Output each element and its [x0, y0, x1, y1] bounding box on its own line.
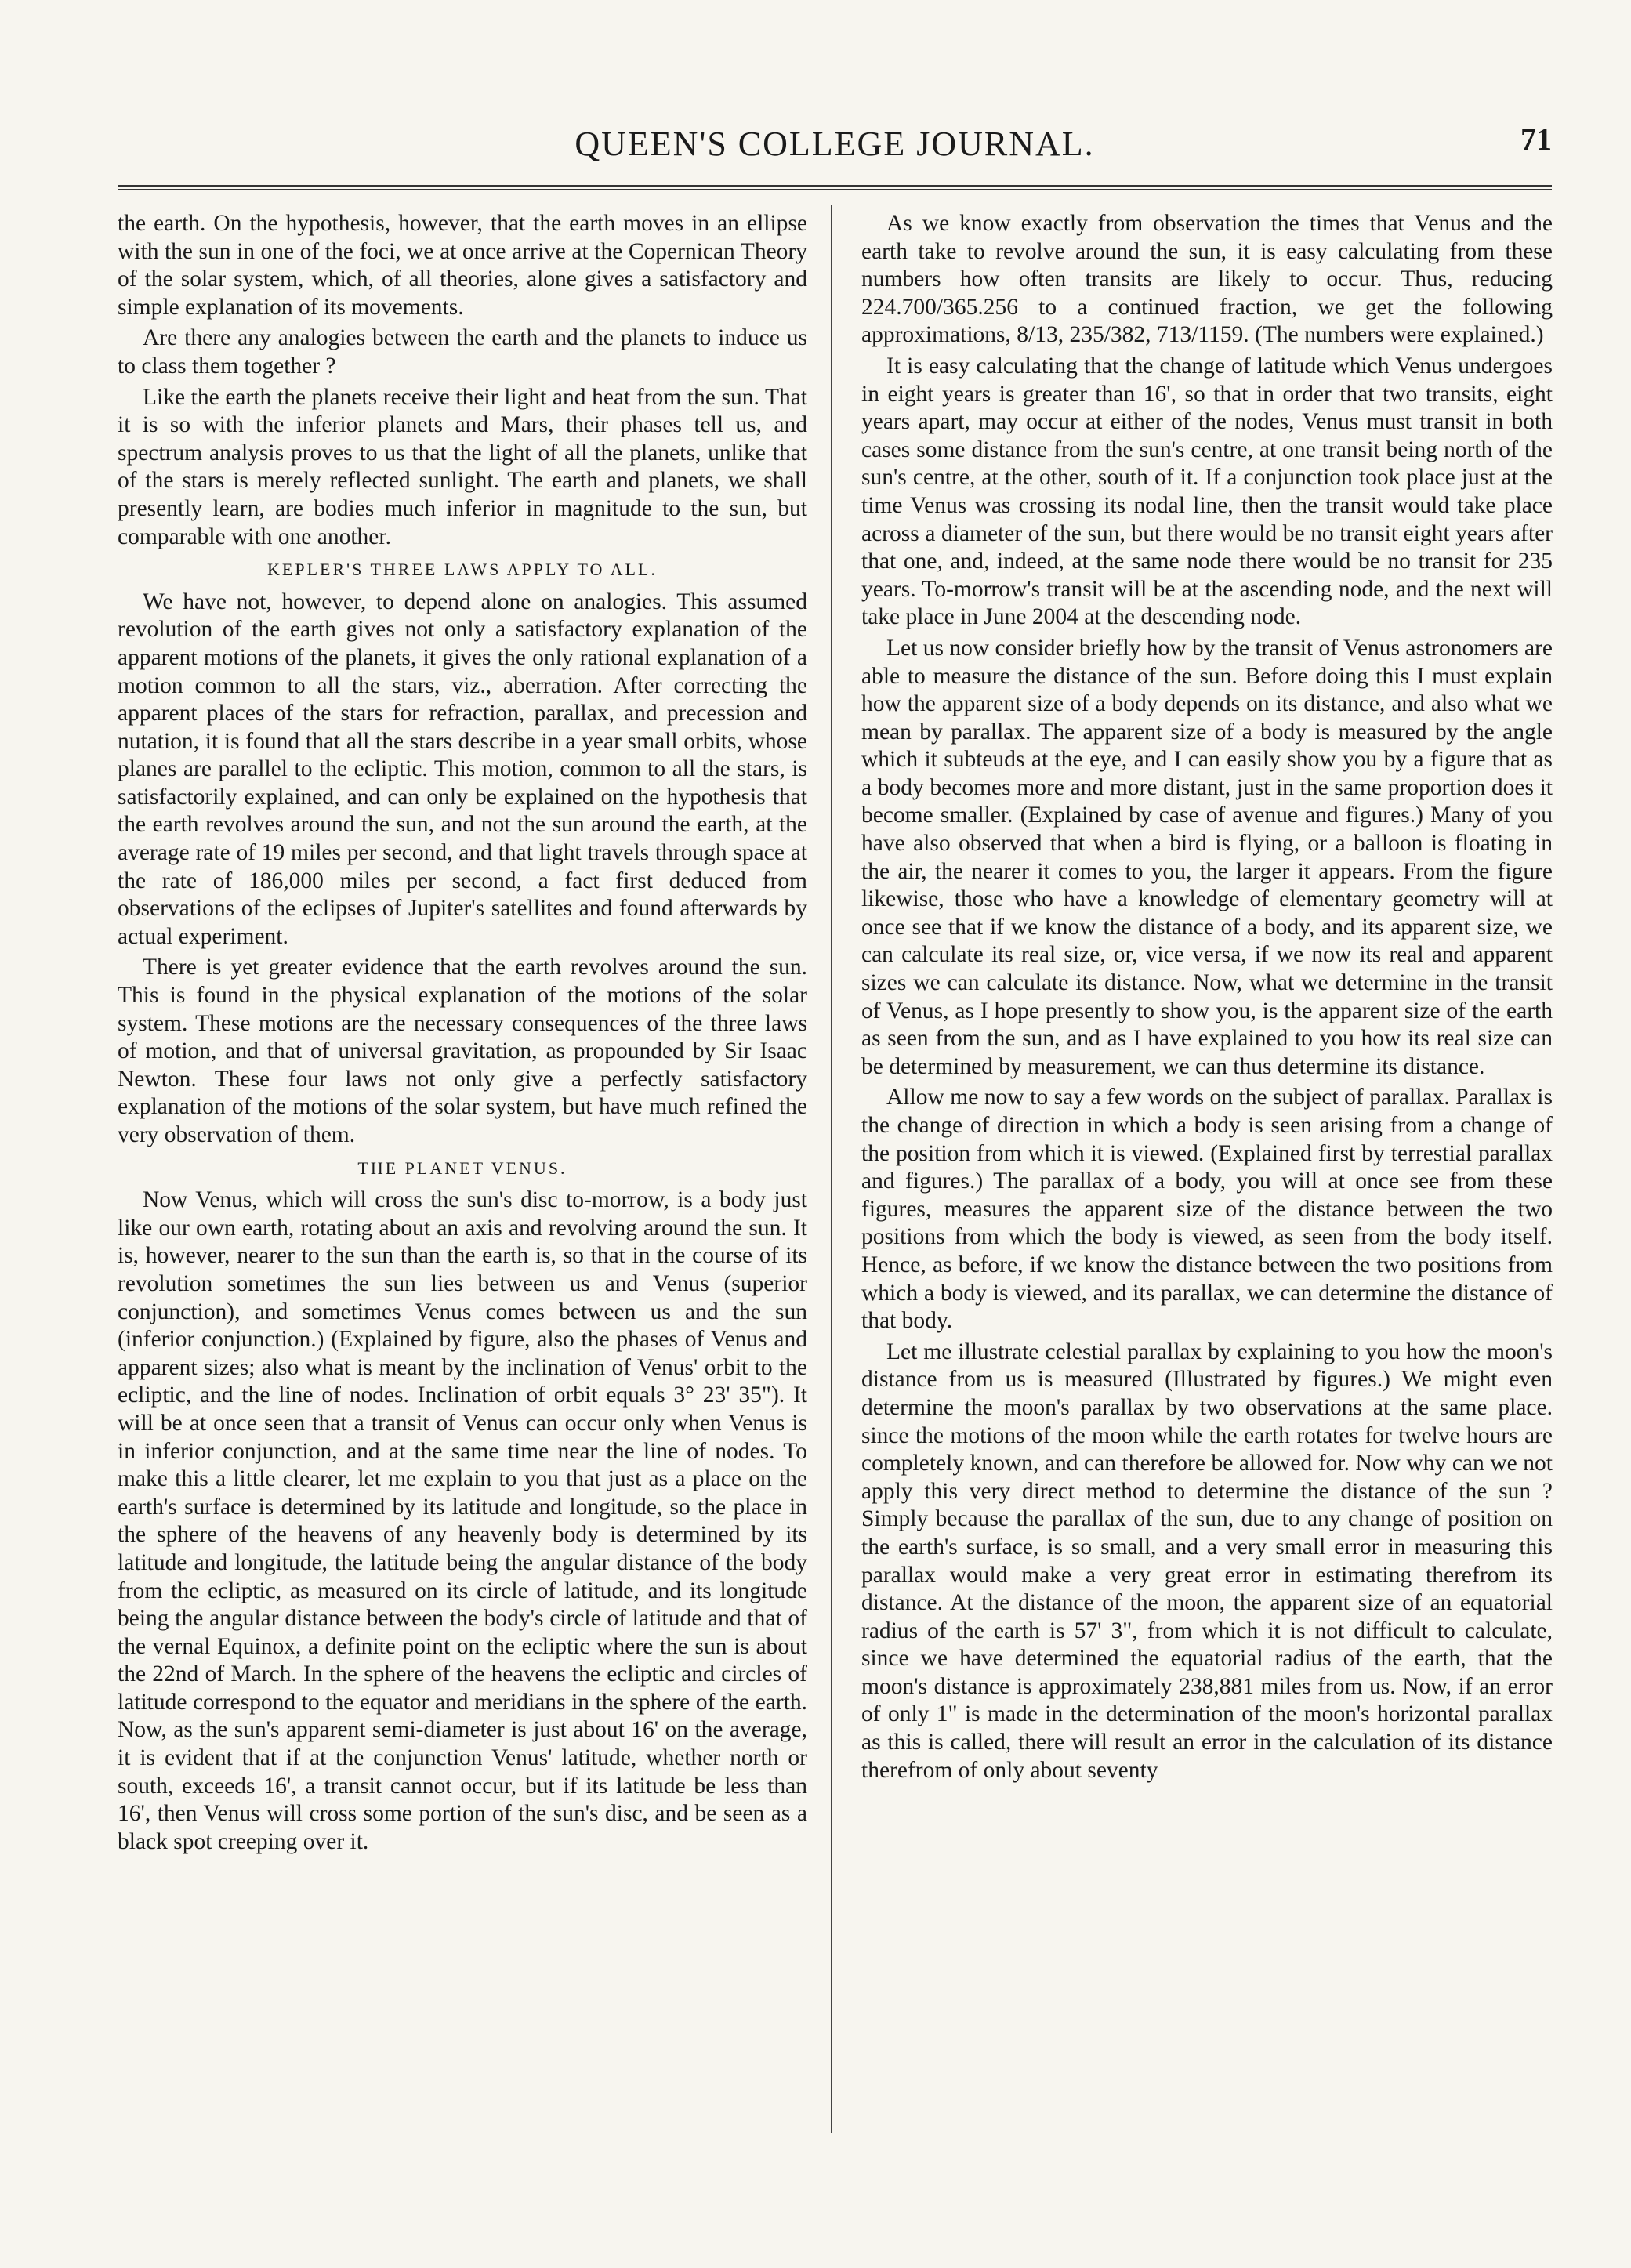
paragraph: It is easy calculating that the change of latitude which Venus undergoes in eight years is greater than 16', so that in order that two transits, eight years apart, may occur at either of the nodes, Venus must transit in both cases some distance from the sun's centre, at one transit being north of the sun's centre, at the other, south of it. If a conjunction took place just at the time Venus was crossing its nodal line, then the transit would take place across a diameter of the sun, but there would be no transit eight years after that one, and, indeed, at the same node there would be no transit for 235 years. To-morrow's transit will be at the ascending node, and the next will take place in June 2004 at the descending node.: [861, 353, 1553, 630]
section-heading: THE PLANET VENUS.: [357, 1158, 567, 1178]
paragraph: Are there any analogies between the earth and the planets to induce us to class them together ?: [118, 325, 807, 379]
page-number: 71: [1520, 121, 1552, 157]
section-heading: KEPLER'S THREE LAWS APPLY TO ALL.: [267, 560, 658, 580]
paragraph: Like the earth the planets receive their light and heat from the sun. That it is so with the inferior planets and Mars, their phases tell us, and spectrum analysis proves to us that the light of all the planets, unlike that of the stars is merely reflected sunlight. The earth and planets, we shall presently learn, are bodies much inferior in magnitude to the sun, but comparable with one another.: [118, 384, 807, 549]
paragraph: Let us now consider briefly how by the transit of Venus astronomers are able to measure the distance of the sun. Before doing this I must explain how the apparent size of a body depends on its distance, and also what we mean by parallax. The apparent size of a body is measured by the angle which it subteuds at the eye, and I can easily show you by a figure that as a body becomes more and more distant, just in the same proportion does it become smaller. (Explained by case of avenue and figures.) Many of you have also observed that when a bird is flying, or a balloon is floating in the air, the nearer it comes to you, the larger it appears. From the figure likewise, those who have a knowledge of elementary geometry will at once see that if we know the distance of a body, and its apparent size, we can calculate its real size, or, vice versa, if we now its real and apparent sizes we can calculate its distance. Now, what we determine in the transit of Venus, as I hope presently to show you, is the apparent size of the earth as seen from the sun, and as I have explained to you how its real size can be determined by measurement, we can thus determine its distance.: [861, 635, 1553, 1079]
paragraph: We have not, however, to depend alone on analogies. This assumed revolution of the earth gives not only a satisfactory explanation of the apparent motions of the planets, it gives the only rational explanation of a motion common to all the stars, viz., aberration. After correcting the apparent places of the stars for refraction, parallax, and precession and nutation, it is found that all the stars describe in a year small orbits, whose planes are parallel to the ecliptic. This motion, common to all the stars, is satisfactorily explained, and can only be explained on the hypothesis that the earth revolves around the sun, and not the sun around the earth, at the average rate of 19 miles per second, and that light travels through space at the rate of 186,000 miles per second, a fact first deduced from observations of the eclipses of Jupiter's satellites and found afterwards by actual experiment.: [118, 589, 807, 949]
paragraph: the earth. On the hypothesis, however, that the earth moves in an ellipse with the sun in one of the foci, we at once arrive at the Copernican Theory of the solar system, which, of all theories, alone gives a satisfactory and simple explanation of its movements.: [118, 211, 807, 320]
journal-title: QUEEN'S COLLEGE JOURNAL.: [574, 125, 1095, 163]
paragraph: Let me illustrate celestial parallax by explaining to you how the moon's distance from us is measured (Illustrated by figures.) We might even determine the moon's parallax by two observations at the same place. since the motions of the moon while the earth rotates for twelve hours are completely known, and can therefore be allowed for. Now why can we not apply this very direct method to determine the distance of the sun ? Simply because the parallax of the sun, due to any change of position on the earth's surface, is so small, and a very small error in measuring this parallax would make a very great error in estimating therefrom its distance. At the distance of the moon, the apparent size of an equatorial radius of the earth is 57' 3", from which it is not difficult to calculate, since we have determined the equatorial radius of the earth, that the moon's distance is approximately 238,881 miles from us. Now, if an error of only 1" is made in the determination of the moon's horizontal parallax as this is called, there will result an error in the calculation of its distance therefrom of only about seventy: [861, 1339, 1553, 1783]
header-rule: [118, 185, 1552, 190]
paragraph: As we know exactly from observation the times that Venus and the earth take to revolve around the sun, it is easy calculating from these numbers how often transits are likely to occur. Thus, reducing 224.700/365.256 to a continued fraction, we get the following approximations, 8/13, 235/382, 713/1159. (The numbers were explained.): [861, 211, 1553, 348]
right-column: [861, 210, 1553, 1788]
paragraph: Allow me now to say a few words on the subject of parallax. Parallax is the change of direction in which a body is seen arising from a change of the position from which it is viewed. (Explained first by terrestial parallax and figures.) The parallax of a body, you will at once see from these figures, measures the apparent size of the distance between the two positions from which the body is viewed, as seen from the body itself. Hence, as before, if we know the distance between the two positions from which a body is viewed, and its parallax, we can determine the distance of that body.: [861, 1085, 1553, 1334]
paragraph: There is yet greater evidence that the earth revolves around the sun. This is found in the physical explanation of the motions of the solar system. These motions are the necessary consequences of the three laws of motion, and that of universal gravitation, as propounded by Sir Isaac Newton. These four laws not only give a perfectly satisfactory explanation of the motions of the solar system, but have much refined the very observation of them.: [118, 955, 807, 1147]
column-divider: [831, 205, 832, 2133]
paragraph: Now Venus, which will cross the sun's disc to-morrow, is a body just like our own earth, rotating about an axis and revolving around the sun. It is, however, nearer to the sun than the earth is, so that in the course of its revolution sometimes the sun lies between us and Venus (superior conjunction), and sometimes Venus comes between us and the sun (inferior conjunction.) (Explained by figure, also the phases of Venus and apparent sizes; also what is meant by the inclination of Venus' orbit to the ecliptic, and the line of nodes. Inclination of orbit equals 3° 23' 35"). It will be at once seen that a transit of Venus can occur only when Venus is in inferior conjunction, and at the same time near the line of nodes. To make this a little clearer, let me explain to you that just as a place on the earth's surface is determined by its latitude and longitude, so the place in the sphere of the heavens of any heavenly body is determined by its latitude and longitude, the latitude being the angular distance of the body from the ecliptic, as measured on its circle of latitude, and its longitude being the angular distance between the body's circle of latitude and that of the vernal Equinox, a definite point on the ecliptic where the sun is about the 22nd of March. In the sphere of the heavens the ecliptic and circles of latitude correspond to the equator and meridians in the sphere of the earth. Now, as the sun's apparent semi-diameter is just about 16' on the average, it is evident that if at the conjunction Venus' latitude, whether north or south, exceeds 16', a transit cannot occur, but if its latitude be less than 16', then Venus will cross some portion of the sun's disc, and be seen as a black spot creeping over it.: [118, 1187, 807, 1854]
page-header: [118, 118, 1552, 172]
left-column: [118, 210, 807, 1859]
